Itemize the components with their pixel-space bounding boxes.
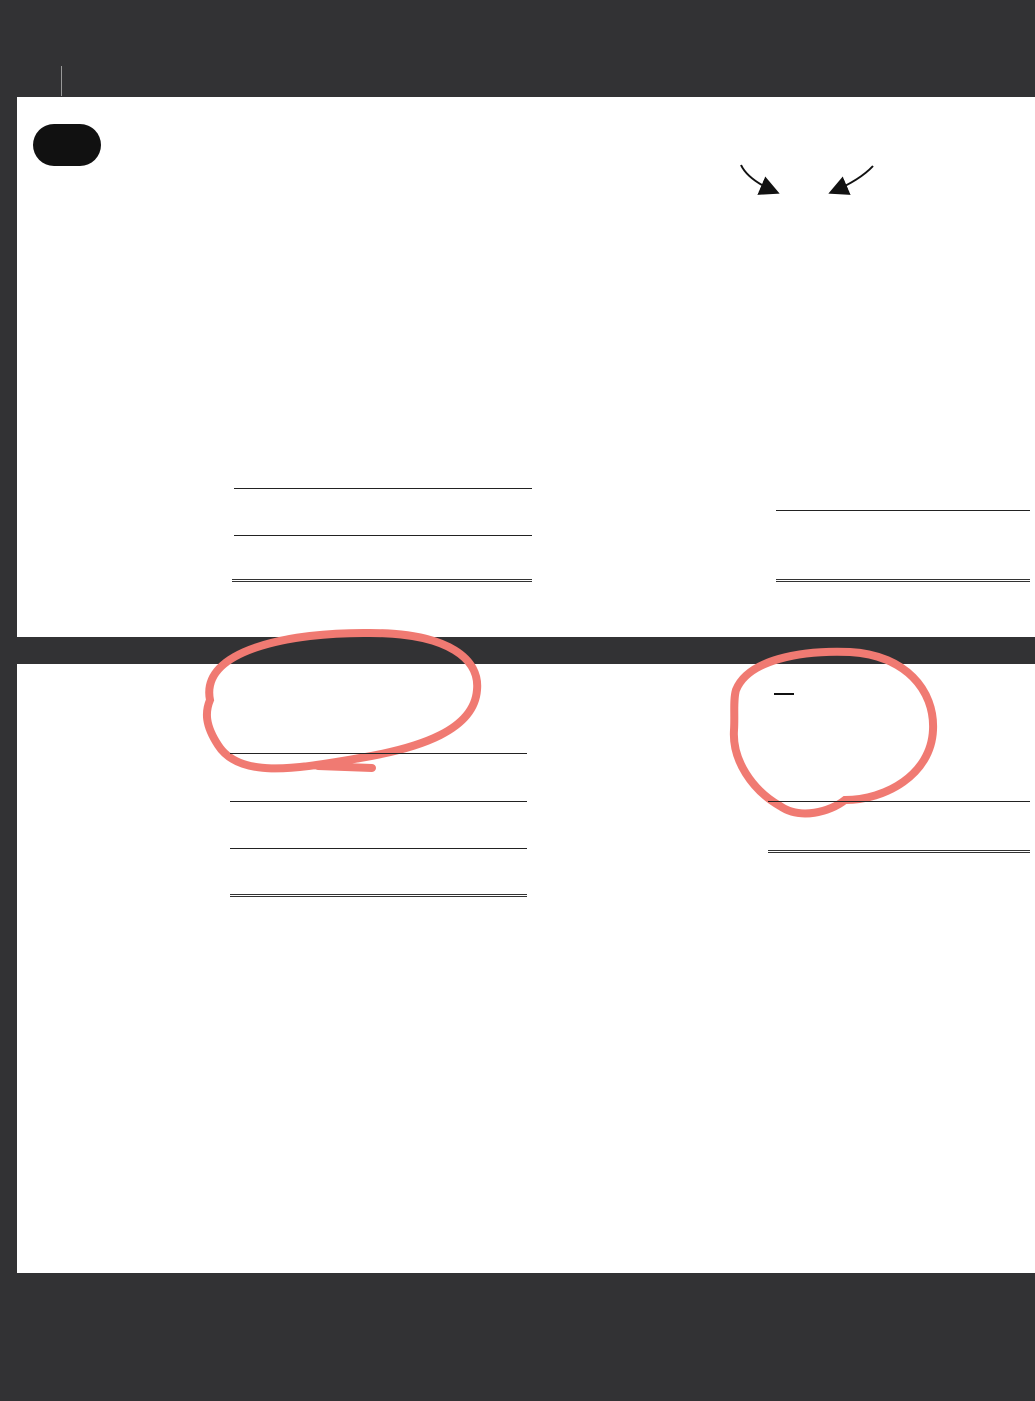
- legend-arrow-right: [832, 166, 873, 192]
- answer-line-double: [230, 893, 527, 897]
- answer-line: [234, 488, 532, 489]
- annotation-loop-2: [734, 652, 933, 814]
- annotation-loop-1: [207, 633, 477, 768]
- answer-line: [230, 753, 527, 754]
- answer-line-double: [768, 849, 1030, 853]
- legend-arrow-left: [741, 165, 776, 192]
- answer-line-double: [232, 578, 532, 582]
- eq4-fraction: [774, 693, 794, 695]
- answer-line: [230, 848, 527, 849]
- answer-line-double: [776, 578, 1030, 582]
- answer-line: [768, 801, 1030, 802]
- answer-line: [234, 535, 532, 536]
- answer-line: [776, 510, 1030, 511]
- answer-line: [230, 801, 527, 802]
